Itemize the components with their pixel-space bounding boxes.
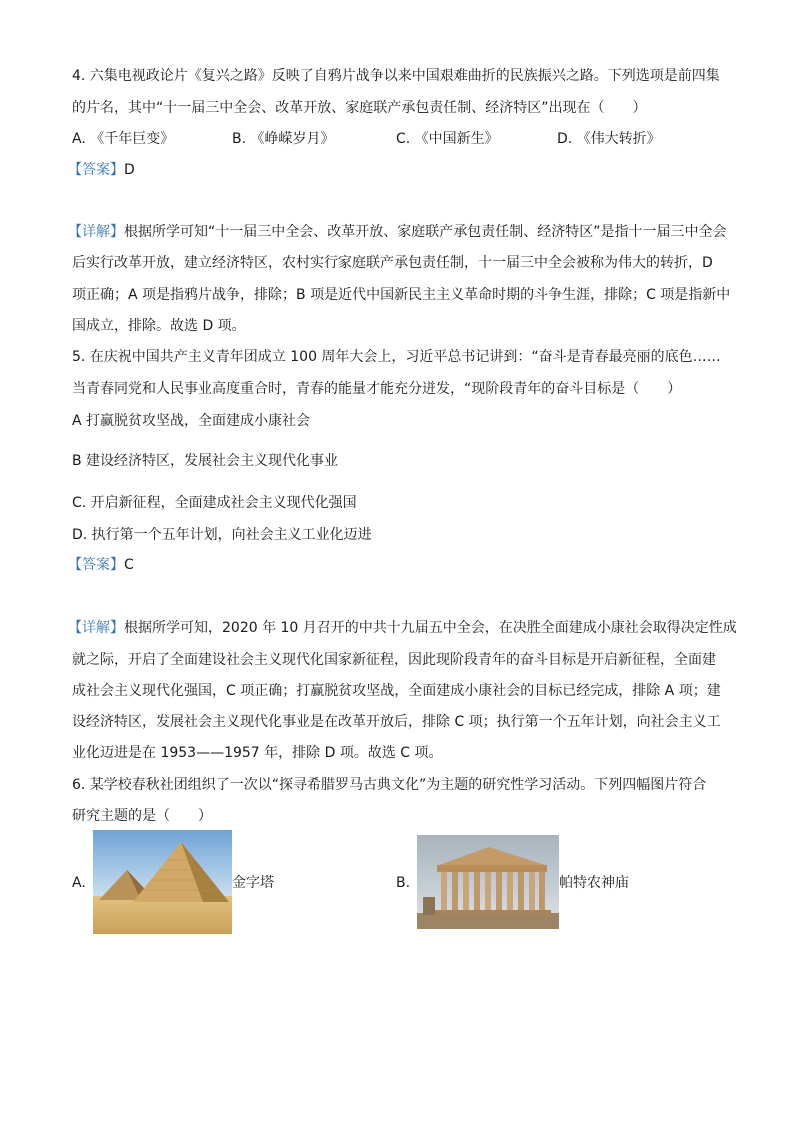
answer-value: C [124,557,134,573]
q4-detail-line4: 国成立，排除。故选 D 项。 [72,318,246,334]
detail-tag: 【详解】 [68,620,124,636]
q5-stem-line1: 5. 在庆祝中国共产主义青年团成立 100 周年大会上，习近平总书记讲到：“奋斗是青春最亮丽的底色…… [72,349,721,365]
detail-tag: 【详解】 [68,224,124,240]
q5-option-c: C. 开启新征程，全面建成社会主义现代化强国 [72,495,357,511]
q5-stem-line2: 当青春同党和人民事业高度重合时，青春的能量才能充分迸发，“现阶段青年的奋斗目标是（ ） [72,381,682,397]
q4-detail-line3: 项正确；A 项是指鸦片战争，排除；B 项是近代中国新民主主义革命时期的斗争生涯，排除；C 项是指新中 [72,287,731,303]
q4-answer [68,160,135,180]
q5-detail-line2: 就之际，开启了全面建设社会主义现代化国家新征程，因此现阶段青年的奋斗目标是开启新征程，全面建 [72,652,716,668]
q4-option-b: B. 《峥嵘岁月》 [232,131,335,147]
q5-detail-line4: 设经济特区，发展社会主义现代化事业是在改革开放后，排除 C 项；执行第一个五年计划，向社会主义工 [72,714,721,730]
answer-tag: 【答案】 [68,162,124,178]
q5-option-d: D. 执行第一个五年计划，向社会主义工业化迈进 [72,527,372,543]
q4-stem-line2: 的片名，其中“十一届三中全会、改革开放、家庭联产承包责任制、经济特区”出现在（ ） [72,100,647,116]
q6-option-b-letter: B. [396,875,411,891]
q4-option-c: C. 《中国新生》 [396,131,499,147]
q6-option-a-letter: A. [72,875,86,891]
q4-stem-line1: 4. 六集电视政论片《复兴之路》反映了自鸦片战争以来中国艰难曲折的民族振兴之路。下列选项是前四集 [72,68,720,84]
q6-stem-line2: 研究主题的是（ ） [72,808,212,824]
q6-option-a-label: 金字塔 [232,875,274,891]
q5-option-a: A 打赢脱贫攻坚战，全面建成小康社会 [72,413,311,429]
parthenon-image [417,835,559,929]
pyramids-image [93,830,232,934]
detail-text: 根据所学可知，2020 年 10 月召开的中共十九届五中全会，在决胜全面建成小康社会取得决定性成 [124,620,737,636]
q5-option-b: B 建设经济特区，发展社会主义现代化事业 [72,453,339,469]
detail-text: 根据所学可知“十一届三中全会、改革开放、家庭联产承包责任制、经济特区”是指十一届三中全会 [124,224,727,240]
answer-value: D [124,162,135,178]
q5-detail-line5: 业化迈进是在 1953——1957 年，排除 D 项。故选 C 项。 [72,745,443,761]
q4-detail-line2: 后实行改革开放，建立经济特区，农村实行家庭联产承包责任制，十一届三中全会被称为伟大的转折，D [72,255,713,271]
q4-option-d: D. 《伟大转折》 [557,131,661,147]
q6-stem-line1: 6. 某学校春秋社团组织了一次以“探寻希腊罗马古典文化”为主题的研究性学习活动。下列四幅图片符合 [72,777,707,793]
q5-answer [68,555,134,575]
q5-detail-line1 [68,618,737,638]
q6-option-b-label: 帕特农神庙 [559,875,629,891]
q4-detail-line1 [68,222,727,242]
answer-tag: 【答案】 [68,557,124,573]
q4-option-a: A. 《千年巨变》 [72,131,175,147]
q5-detail-line3: 成社会主义现代化强国，C 项正确；打赢脱贫攻坚战，全面建成小康社会的目标已经完成，排除 A 项；建 [72,683,721,699]
